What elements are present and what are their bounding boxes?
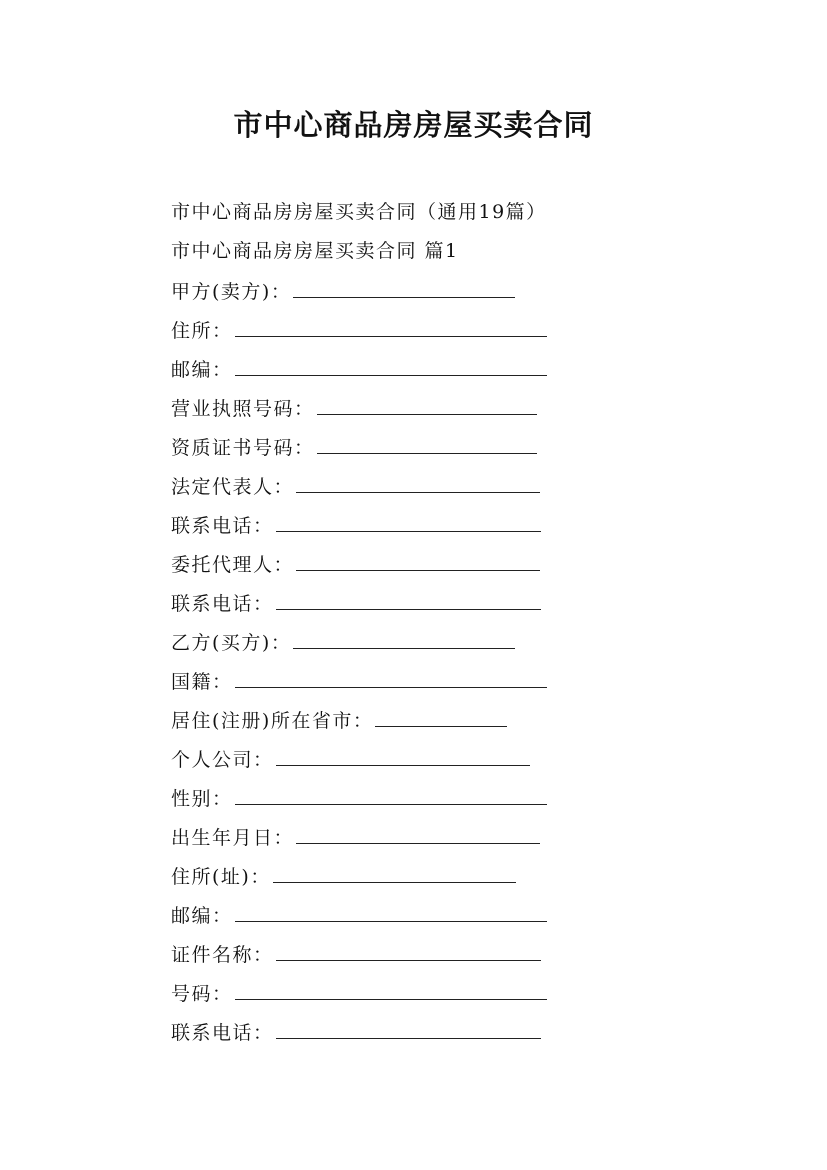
- field-line-legal-rep: [171, 466, 731, 505]
- field-blank: [317, 388, 537, 415]
- field-line-phone: [171, 583, 731, 622]
- field-label: 邮编：: [171, 359, 233, 381]
- field-blank: [276, 934, 541, 961]
- field-line-address: [171, 856, 731, 895]
- field-label: 号码：: [171, 983, 233, 1005]
- field-label: 资质证书号码：: [171, 437, 315, 459]
- field-line-birthdate: [171, 817, 731, 856]
- field-line-address: [171, 310, 731, 349]
- line-text: 市中心商品房房屋买卖合同（通用19篇）: [171, 201, 547, 223]
- field-blank: [276, 739, 530, 766]
- field-line-seller: [171, 271, 731, 310]
- document-title: 市中心商品房房屋买卖合同: [233, 108, 594, 142]
- field-blank: [273, 856, 516, 883]
- field-blank: [296, 466, 540, 493]
- field-line-phone: [171, 505, 731, 544]
- field-label: 法定代表人：: [171, 476, 295, 498]
- field-line-company: [171, 739, 731, 778]
- document-body: [171, 193, 731, 1051]
- field-line-certificate: [171, 427, 731, 466]
- field-line-nationality: [171, 661, 731, 700]
- field-blank: [296, 544, 540, 571]
- field-blank: [296, 817, 540, 844]
- field-blank: [235, 310, 547, 337]
- field-blank: [293, 271, 515, 298]
- field-blank: [235, 973, 547, 1000]
- field-line-phone: [171, 1012, 731, 1051]
- field-line-agent: [171, 544, 731, 583]
- field-blank: [235, 661, 547, 688]
- field-label: 联系电话：: [171, 515, 274, 537]
- field-blank: [317, 427, 537, 454]
- field-label: 邮编：: [171, 905, 233, 927]
- field-label: 甲方(卖方)：: [171, 281, 292, 303]
- field-line-gender: [171, 778, 731, 817]
- field-label: 营业执照号码：: [171, 398, 315, 420]
- subtitle-line: [171, 193, 731, 232]
- field-blank: [235, 349, 547, 376]
- field-line-id-number: [171, 973, 731, 1012]
- field-line-postcode: [171, 895, 731, 934]
- field-label: 乙方(买方)：: [171, 632, 292, 654]
- field-label: 联系电话：: [171, 1022, 274, 1044]
- line-text: 市中心商品房房屋买卖合同 篇1: [171, 240, 459, 262]
- field-blank: [235, 895, 547, 922]
- field-label: 委托代理人：: [171, 554, 295, 576]
- field-blank: [235, 778, 547, 805]
- field-label: 联系电话：: [171, 593, 274, 615]
- field-blank: [293, 622, 515, 649]
- field-label: 国籍：: [171, 671, 233, 693]
- field-blank: [375, 700, 507, 727]
- field-line-license: [171, 388, 731, 427]
- field-blank: [276, 505, 541, 532]
- field-label: 居住(注册)所在省市：: [171, 710, 374, 732]
- field-label: 出生年月日：: [171, 827, 295, 849]
- field-line-postcode: [171, 349, 731, 388]
- field-blank: [276, 583, 541, 610]
- field-label: 证件名称：: [171, 944, 274, 966]
- field-label: 住所：: [171, 320, 233, 342]
- section-heading-line: [171, 232, 731, 271]
- field-line-buyer: [171, 622, 731, 661]
- field-label: 住所(址)：: [171, 866, 271, 888]
- field-line-id-type: [171, 934, 731, 973]
- field-label: 个人公司：: [171, 749, 274, 771]
- field-line-residence: [171, 700, 731, 739]
- field-label: 性别：: [171, 788, 233, 810]
- field-blank: [276, 1012, 541, 1039]
